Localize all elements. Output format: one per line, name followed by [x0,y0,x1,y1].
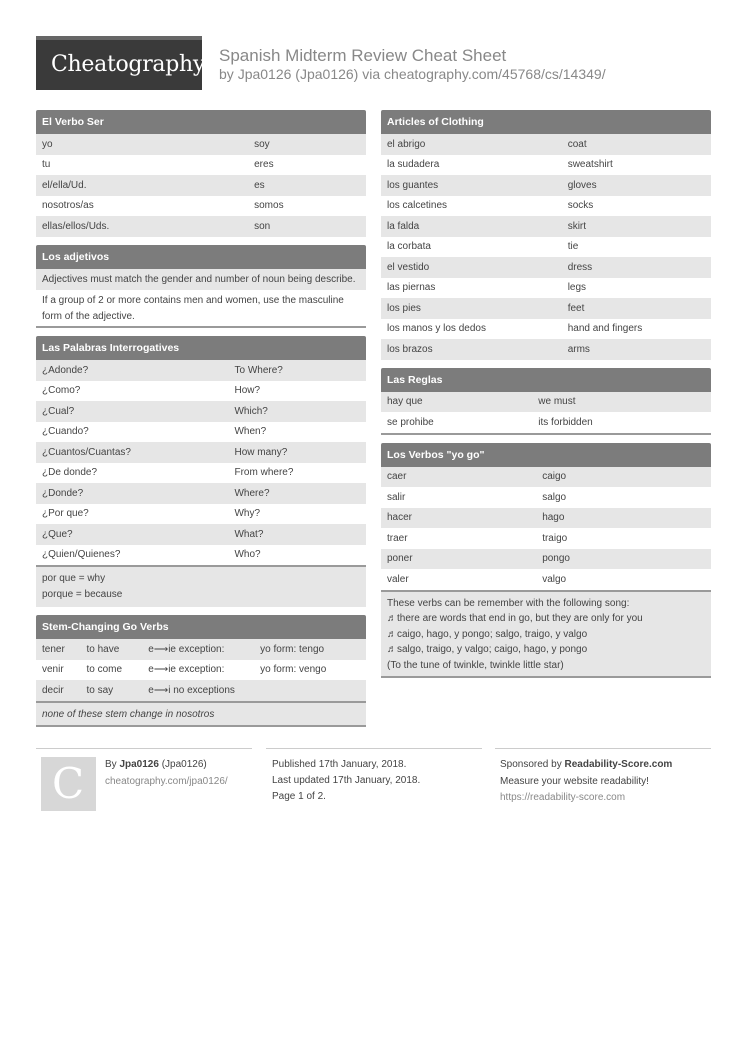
section-los-adjetivos [36,245,366,329]
table-cell: ¿Como? [42,385,81,397]
page-title: Spanish Midterm Review Cheat Sheet [219,46,507,65]
table-row [381,134,711,155]
table-row [381,257,711,278]
section-title: Los Verbos "yo go" [381,443,711,467]
page-number: Page 1 of 2. [272,791,326,802]
table-cell: skirt [567,220,587,232]
table-row [381,569,711,590]
table-cell: Why? [234,508,261,520]
section-title: El Verbo Ser [36,110,366,134]
table-cell: e⟶ie exception: [148,643,225,655]
avatar-letter: C [52,759,85,808]
table-row [36,422,366,443]
table-cell: e⟶ie exception: [148,664,225,676]
table-row [36,401,366,422]
table-row [381,298,711,319]
note-line: These verbs can be remember with the following song: [387,597,630,609]
table-row [36,524,366,545]
table-cell: los pies [387,302,421,314]
left-column [36,110,366,736]
table-row [36,360,366,381]
table-cell: arms [567,343,590,355]
table-cell: its forbidden [538,416,593,428]
table-cell: ¿Adonde? [42,364,89,376]
updated-date: Last updated 17th January, 2018. [272,775,421,786]
note-line: ♬salgo, traigo, y valgo; caigo, hago, y pongo [387,644,588,655]
table-cell: decir [42,684,64,696]
table-cell: pongo [542,553,570,565]
section-title: Los adjetivos [36,245,366,269]
table-cell: venir [42,664,64,676]
footer-byline [105,759,207,770]
table-row [36,155,366,176]
table-cell: son [254,220,271,232]
table-cell: How many? [234,446,288,458]
table-cell: we must [538,396,576,408]
section-stem-changing [36,615,366,727]
table-cell: las piernas [387,282,436,294]
note-line: ♬there are words that end in go, but they are only for you [387,613,643,624]
table-cell: ¿Por que? [42,508,89,520]
table-row [36,134,366,155]
table-cell: coat [567,138,587,150]
author-link[interactable]: Jpa0126 (Jpa0126) [237,66,359,82]
table-row [381,155,711,176]
cheatography-logo[interactable] [36,36,206,90]
table-cell: hay que [387,396,423,408]
note-line: por que = why [42,573,106,584]
adjetivos-paragraph-1: Adjectives must match the gender and number of noun being describe. [36,269,366,291]
table-cell: la sudadera [387,159,440,171]
table-row [36,175,366,196]
table-cell: eres [254,159,274,171]
table-cell: Which? [234,405,268,417]
table-row [381,339,711,360]
sheet-url-link[interactable]: cheatography.com/45768/cs/14349/ [384,66,606,82]
table-cell: hago [542,512,565,524]
table-row [36,381,366,402]
table-cell: valer [387,573,409,585]
table-cell: ¿Cuando? [42,426,89,438]
footer-by: By [105,759,117,770]
table-cell: salgo [542,491,567,503]
table-cell: e⟶i no exceptions [148,684,235,696]
table-cell: el vestido [387,261,430,273]
footer [36,748,711,818]
table-row [381,237,711,258]
table-row [36,545,366,566]
table-cell: To Where? [234,364,283,376]
table-row [36,442,366,463]
table-cell: nosotros/as [42,200,94,212]
table-cell: feet [567,302,585,314]
table-cell: los calcetines [387,200,448,212]
table-cell: legs [567,282,587,294]
footer-author [36,748,252,819]
sponsor-name[interactable]: Readability-Score.com [564,759,673,770]
table-row [381,392,711,413]
table-row [381,549,711,570]
footer-sponsor [495,748,711,819]
table-cell: yo [42,138,53,150]
table-cell: caigo [542,471,567,483]
table-cell: When? [234,426,267,438]
interrog-notes [36,567,366,607]
table-cell: ellas/ellos/Uds. [42,220,110,232]
table-cell: to say [86,684,114,696]
table-row [381,487,711,508]
table-cell: ¿Que? [42,528,73,540]
section-las-reglas [381,368,711,435]
table-cell: traer [387,532,408,544]
table-cell: hand and fingers [567,323,643,335]
yo-go-notes [381,592,711,677]
table-cell: gloves [567,179,597,191]
table-cell: Who? [234,549,261,561]
table-cell: se prohibe [387,416,434,428]
sponsor-url[interactable]: https://readability-score.com [500,792,626,803]
note-line: (To the tune of twinkle, twinkle little star) [387,659,564,671]
table-cell: to come [86,664,123,676]
table-row [36,680,366,701]
table-row [381,196,711,217]
section-divider [36,326,366,328]
table-cell: los brazos [387,343,433,355]
table-row [36,660,366,681]
table-cell: poner [387,553,413,565]
table-row [381,528,711,549]
table-cell: yo form: vengo [260,664,327,676]
section-title: Stem-Changing Go Verbs [36,615,366,639]
table-row [381,175,711,196]
table-row [36,504,366,525]
footer-publish-info [266,748,482,819]
table-row [381,508,711,529]
table-row [36,216,366,237]
section-yo-go [381,443,711,679]
right-column [381,110,711,687]
table-cell: tie [567,241,579,253]
table-cell: to have [86,643,120,655]
table-cell: ¿Cuantos/Cuantas? [42,446,131,458]
table-cell: salir [387,491,406,503]
footer-author-name[interactable]: Jpa0126 [119,759,159,770]
table-row [381,412,711,433]
table-cell: es [254,179,265,191]
byline-prefix: by [219,66,234,82]
table-cell: How? [234,385,261,397]
table-row [381,467,711,488]
table-row [36,196,366,217]
table-cell: What? [234,528,264,540]
sponsor-tagline: Measure your website readability! [500,776,649,787]
table-cell: tu [42,159,51,171]
table-cell: hacer [387,512,413,524]
section-divider [381,676,711,678]
table-cell: los guantes [387,179,439,191]
table-row [381,278,711,299]
note-line: ♬caigo, hago, y pongo; salgo, traigo, y valgo [387,628,588,640]
section-title: Articles of Clothing [381,110,711,134]
table-cell: ¿De donde? [42,467,98,479]
table-cell: valgo [542,573,567,585]
table-row [36,483,366,504]
footer-author-handle: (Jpa0126) [161,759,207,770]
table-row [381,216,711,237]
section-el-verbo-ser [36,110,366,237]
adjetivos-paragraph-2: If a group of 2 or more contains men and women, use the masculine form of the adjective. [42,295,344,322]
table-cell: el abrigo [387,138,426,150]
table-cell: socks [567,200,594,212]
sponsor-line [500,759,672,770]
byline [219,66,606,82]
table-cell: dress [567,261,593,273]
sponsor-prefix: Sponsored by [500,759,562,770]
stem-note: none of these stem change in nosotros [36,703,366,726]
table-cell: sweatshirt [567,159,613,171]
table-cell: tener [42,643,65,655]
table-cell: traigo [542,532,568,544]
section-clothing [381,110,711,360]
table-cell: ¿Donde? [42,487,84,499]
table-cell: la falda [387,220,420,232]
table-row [36,639,366,660]
byline-via: via [362,66,381,82]
table-cell: el/ella/Ud. [42,179,87,191]
table-cell: somos [254,200,284,212]
section-title: Las Palabras Interrogatives [36,336,366,360]
note-line: porque = because [42,588,123,600]
table-cell: soy [254,138,270,150]
table-cell: From where? [234,467,294,479]
table-row [381,319,711,340]
table-cell: Where? [234,487,270,499]
section-interrogativas [36,336,366,607]
section-divider [36,725,366,727]
table-row [36,463,366,484]
table-cell: ¿Quien/Quienes? [42,549,121,561]
table-cell: caer [387,471,407,483]
author-avatar[interactable] [41,757,96,811]
table-cell: yo form: tengo [260,643,325,655]
footer-author-url[interactable]: cheatography.com/jpa0126/ [105,776,228,787]
table-cell: los manos y los dedos [387,323,486,335]
section-title: Las Reglas [381,368,711,392]
logo-text: Cheatography [51,52,206,77]
table-cell: la corbata [387,241,431,253]
published-date: Published 17th January, 2018. [272,759,407,770]
section-divider [381,433,711,435]
table-cell: ¿Cual? [42,405,75,417]
